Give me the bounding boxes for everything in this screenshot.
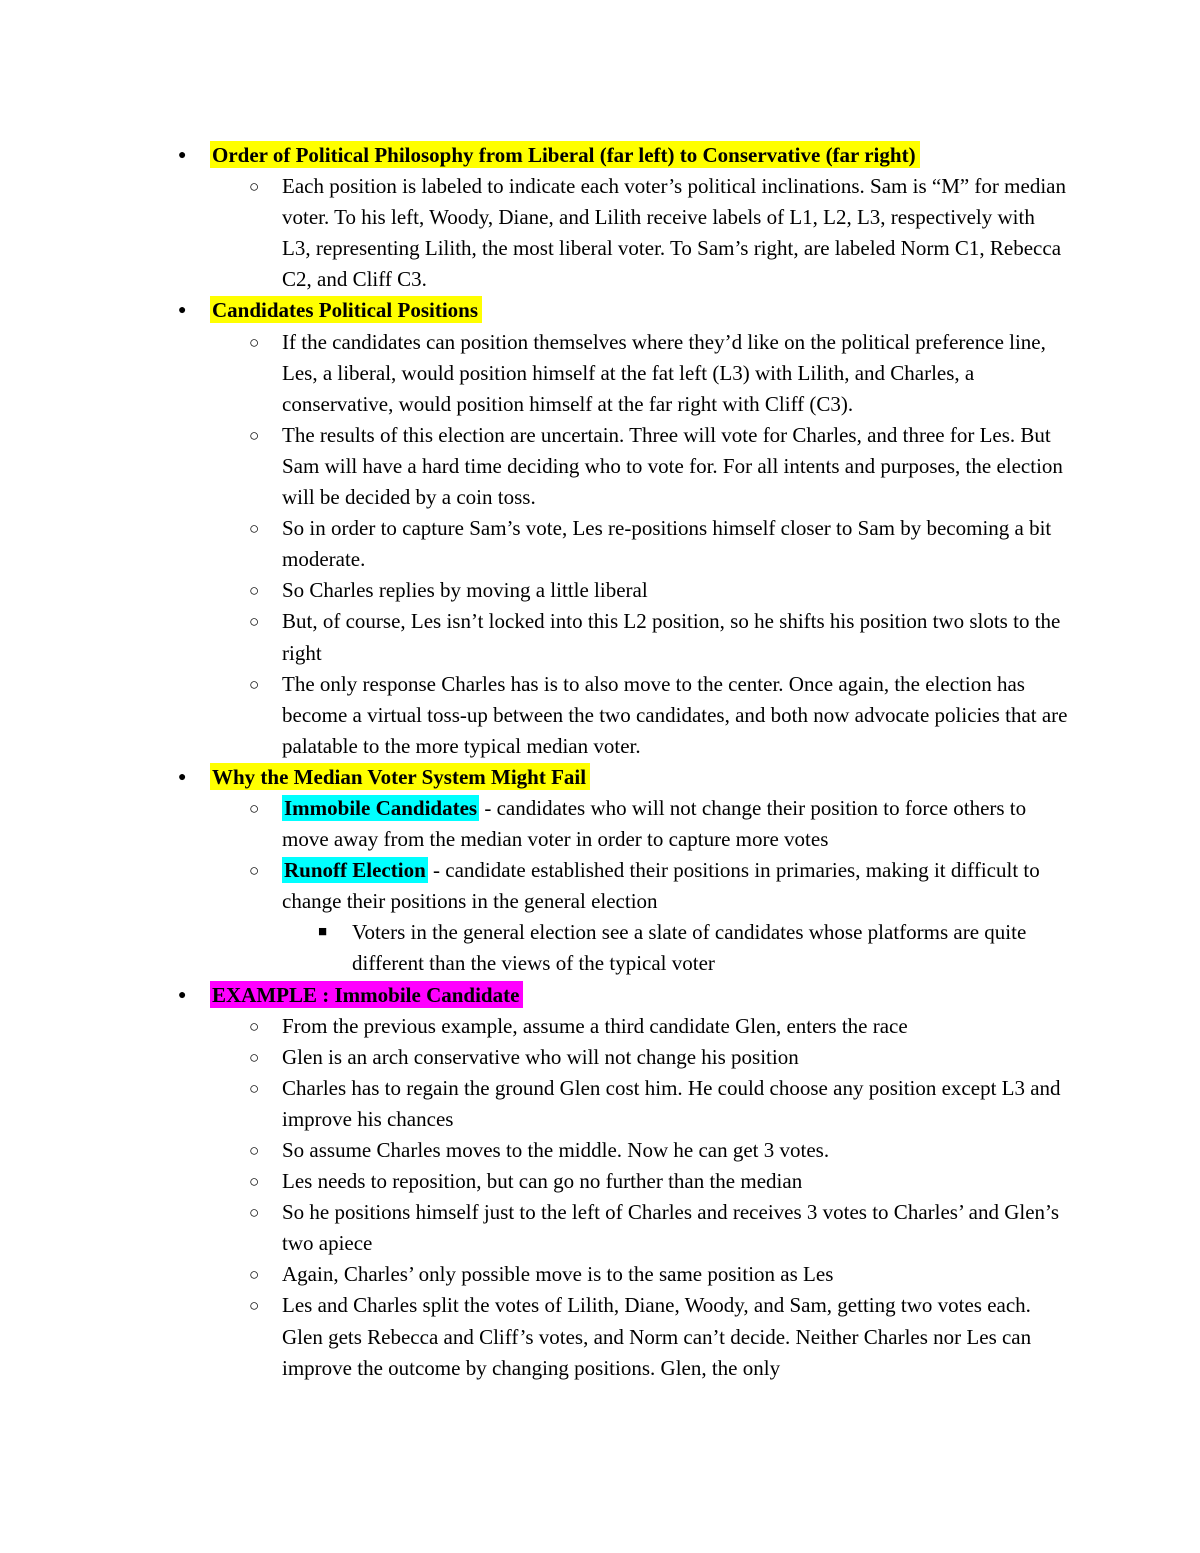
hollow-circle-bullet-icon: ○ [249,425,260,445]
hollow-circle-bullet-icon: ○ [249,861,260,881]
list-item-text: Again, Charles’ only possible move is to the same position as Les [282,1262,834,1287]
list-item [0,606,1200,668]
hollow-circle-bullet-icon: ○ [249,581,260,601]
term-runoff-election: Runoff Election [284,858,426,883]
section-heading-example-immobile [0,980,1200,1011]
hollow-circle-bullet-icon: ○ [249,1047,260,1067]
list-item-text: The results of this election are uncertain. Three will vote for Charles, and three for Les. But Sam will have a hard time deciding who to vote for. For all intents and purposes, the election will be decided by a coin toss. [282,422,1063,510]
heading-text: Why the Median Voter System Might Fail [210,763,590,790]
list-item [0,793,1200,855]
list-item [0,1011,1200,1042]
list-item-text: Les and Charles split the votes of Lilith, Diane, Woody, and Sam, getting two votes each. Glen gets Rebecca and Cliff’s votes, and Norm can’t decide. Neither Charles nor Les can improve the outcome by changing positions. Glen, the only [282,1293,1032,1380]
hollow-circle-bullet-icon: ○ [249,674,260,694]
list-item [0,1197,1200,1259]
hollow-circle-bullet-icon: ○ [249,332,260,352]
hollow-circle-bullet-icon: ○ [249,1296,260,1316]
heading-text: Order of Political Philosophy from Liberal (far left) to Conservative (far right) [210,141,920,168]
term-definition: - candidate established their positions in primaries, making it difficult to change their positions in the general election [282,858,1040,914]
filled-circle-bullet-icon: ● [178,769,187,785]
hollow-circle-bullet-icon: ○ [249,1078,260,1098]
list-item-text: Charles has to regain the ground Glen cost him. He could choose any position except L3 and improve his chances [282,1075,1061,1131]
section-heading-median-voter-fail [0,762,1200,793]
filled-square-bullet-icon: ■ [318,924,328,941]
filled-circle-bullet-icon: ● [178,303,187,319]
list-item-text: But, of course, Les isn’t locked into this L2 position, so he shifts his position two slots to the right [282,609,1061,665]
list-item-text: From the previous example, assume a third candidate Glen, enters the race [282,1013,908,1038]
heading-text: Candidates Political Positions [210,296,482,323]
hollow-circle-bullet-icon: ○ [249,1203,260,1223]
hollow-circle-bullet-icon: ○ [249,519,260,539]
list-item [0,327,1200,420]
list-item [0,669,1200,762]
list-item [0,420,1200,513]
list-item [0,1135,1200,1166]
section-heading-candidates-positions [0,295,1200,326]
list-item-text: Les needs to reposition, but can go no further than the median [282,1169,803,1194]
list-item [0,575,1200,606]
list-item [0,1042,1200,1073]
list-item [0,513,1200,575]
document-page [0,140,1200,1384]
hollow-circle-bullet-icon: ○ [249,1016,260,1036]
list-item-text: The only response Charles has is to also move to the center. Once again, the election has become a virtual toss-up between the two candidates, and both now advocate policies that are palatable to the more typical median voter. [282,671,1068,758]
hollow-circle-bullet-icon: ○ [249,177,260,197]
list-subitem [0,917,1200,979]
hollow-circle-bullet-icon: ○ [249,1265,260,1285]
term-immobile-candidates: Immobile Candidates [284,795,478,820]
filled-circle-bullet-icon: ● [178,987,187,1003]
heading-text: EXAMPLE : Immobile Candidate [210,981,523,1008]
list-item-text: So Charles replies by moving a little liberal [282,578,648,603]
section-heading-political-philosophy [0,140,1200,171]
term-definition: - candidates who will not change their position to force others to move away from the median voter in order to capture more votes [282,795,1027,852]
list-item [0,1073,1200,1135]
hollow-circle-bullet-icon: ○ [249,1141,260,1160]
list-item [0,855,1200,917]
hollow-circle-bullet-icon: ○ [249,612,260,632]
list-item-text: So assume Charles moves to the middle. Now he can get 3 votes. [282,1138,830,1162]
list-item [0,1259,1200,1290]
hollow-circle-bullet-icon: ○ [249,798,260,818]
list-item [0,171,1200,295]
list-item [0,1290,1200,1383]
list-item-text: Glen is an arch conservative who will not change his position [282,1044,799,1069]
list-item-text: If the candidates can position themselves where they’d like on the political preference line, Les, a liberal, would position himself at the fat left (L3) with Lilith, and Charles, a conservative, would position himself at the far right with Cliff (C3). [282,329,1046,416]
filled-circle-bullet-icon: ● [178,148,187,163]
list-item-text: Each position is labeled to indicate each voter’s political inclinations. Sam is “M” for median voter. To his left, Woody, Diane, and Lilith receive labels of L1, L2, L3, respectively with L3, representing Lilith, the most liberal voter. To Sam’s right, are labeled Norm C1, Rebecca C2, and Cliff C3. [282,174,1066,292]
list-item-text: So he positions himself just to the left of Charles and receives 3 votes to Charles’ and Glen’s two apiece [282,1200,1060,1256]
list-item [0,1166,1200,1197]
list-subitem-text: Voters in the general election see a slate of candidates whose platforms are quite different than the views of the typical voter [352,920,1027,976]
list-item-text: So in order to capture Sam’s vote, Les re-positions himself closer to Sam by becoming a bit moderate. [282,516,1052,572]
hollow-circle-bullet-icon: ○ [249,1172,260,1192]
